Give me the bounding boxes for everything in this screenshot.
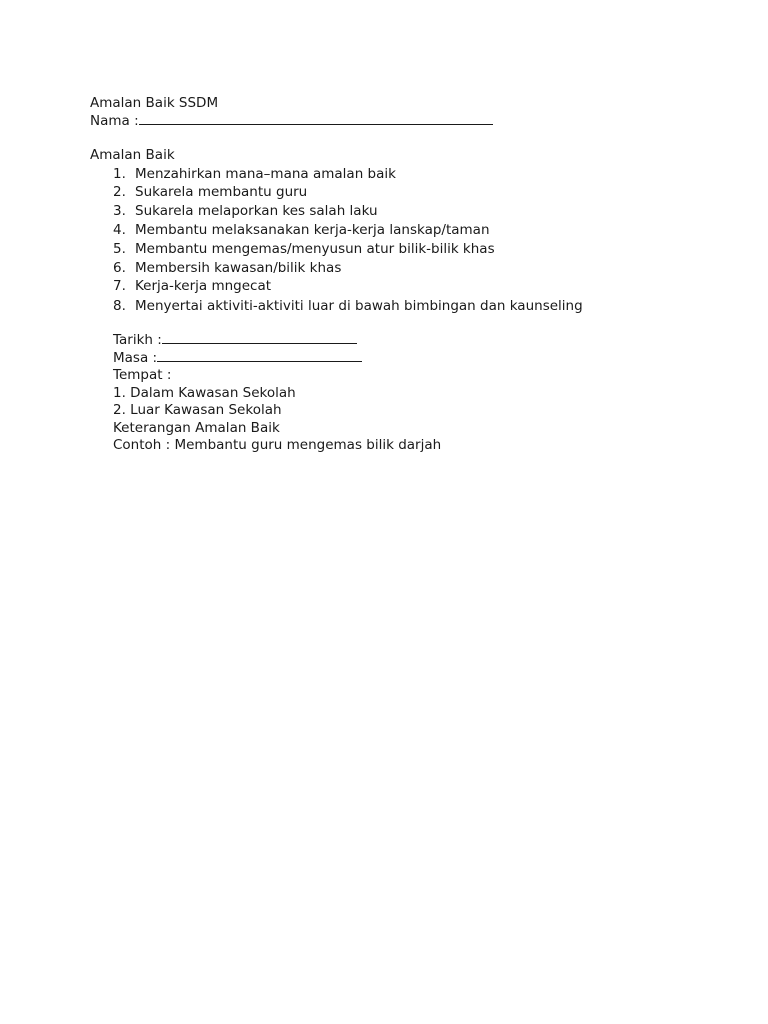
list-item-text: Menyertai aktiviti-aktiviti luar di bawah bimbingan dan kaunseling	[135, 298, 583, 314]
list-item-text: Kerja-kerja mngecat	[135, 278, 272, 294]
masa-blank-line[interactable]	[157, 349, 362, 362]
nama-label: Nama :	[90, 113, 139, 129]
list-item-number: 6.	[113, 260, 126, 276]
tarikh-row	[113, 331, 357, 349]
tempat-option: 1. Dalam Kawasan Sekolah	[113, 385, 296, 401]
nama-blank-line[interactable]	[139, 112, 493, 125]
keterangan-label: Keterangan Amalan Baik	[113, 420, 280, 436]
list-item-number: 8.	[113, 298, 126, 314]
nama-row	[90, 112, 493, 130]
masa-row	[113, 349, 362, 367]
list-item-number: 4.	[113, 222, 126, 238]
list-item	[113, 277, 271, 295]
list-item	[113, 202, 378, 220]
list-item	[113, 165, 396, 183]
list-item	[113, 183, 307, 201]
list-item-number: 7.	[113, 278, 126, 294]
tarikh-label: Tarikh :	[113, 332, 162, 348]
list-item-text: Membantu melaksanakan kerja-kerja lanskap/taman	[135, 222, 490, 238]
document-title: Amalan Baik SSDM	[90, 95, 219, 111]
masa-label: Masa :	[113, 350, 158, 366]
tempat-label: Tempat :	[113, 367, 172, 383]
list-item-number: 2.	[113, 184, 126, 200]
list-item-text: Membantu mengemas/menyusun atur bilik-bilik khas	[135, 241, 495, 257]
section-heading: Amalan Baik	[90, 147, 175, 163]
list-item	[113, 297, 583, 315]
list-item	[113, 259, 341, 277]
list-item-text: Menzahirkan mana–mana amalan baik	[135, 166, 396, 182]
list-item-number: 5.	[113, 241, 126, 257]
list-item-number: 1.	[113, 166, 126, 182]
list-item-text: Membersih kawasan/bilik khas	[135, 260, 342, 276]
tarikh-blank-line[interactable]	[162, 331, 357, 344]
contoh-text: Contoh : Membantu guru mengemas bilik darjah	[113, 437, 442, 453]
list-item-text: Sukarela membantu guru	[135, 184, 308, 200]
tempat-option: 2. Luar Kawasan Sekolah	[113, 402, 282, 418]
list-item-text: Sukarela melaporkan kes salah laku	[135, 203, 378, 219]
list-item-number: 3.	[113, 203, 126, 219]
list-item	[113, 221, 490, 239]
list-item	[113, 240, 495, 258]
